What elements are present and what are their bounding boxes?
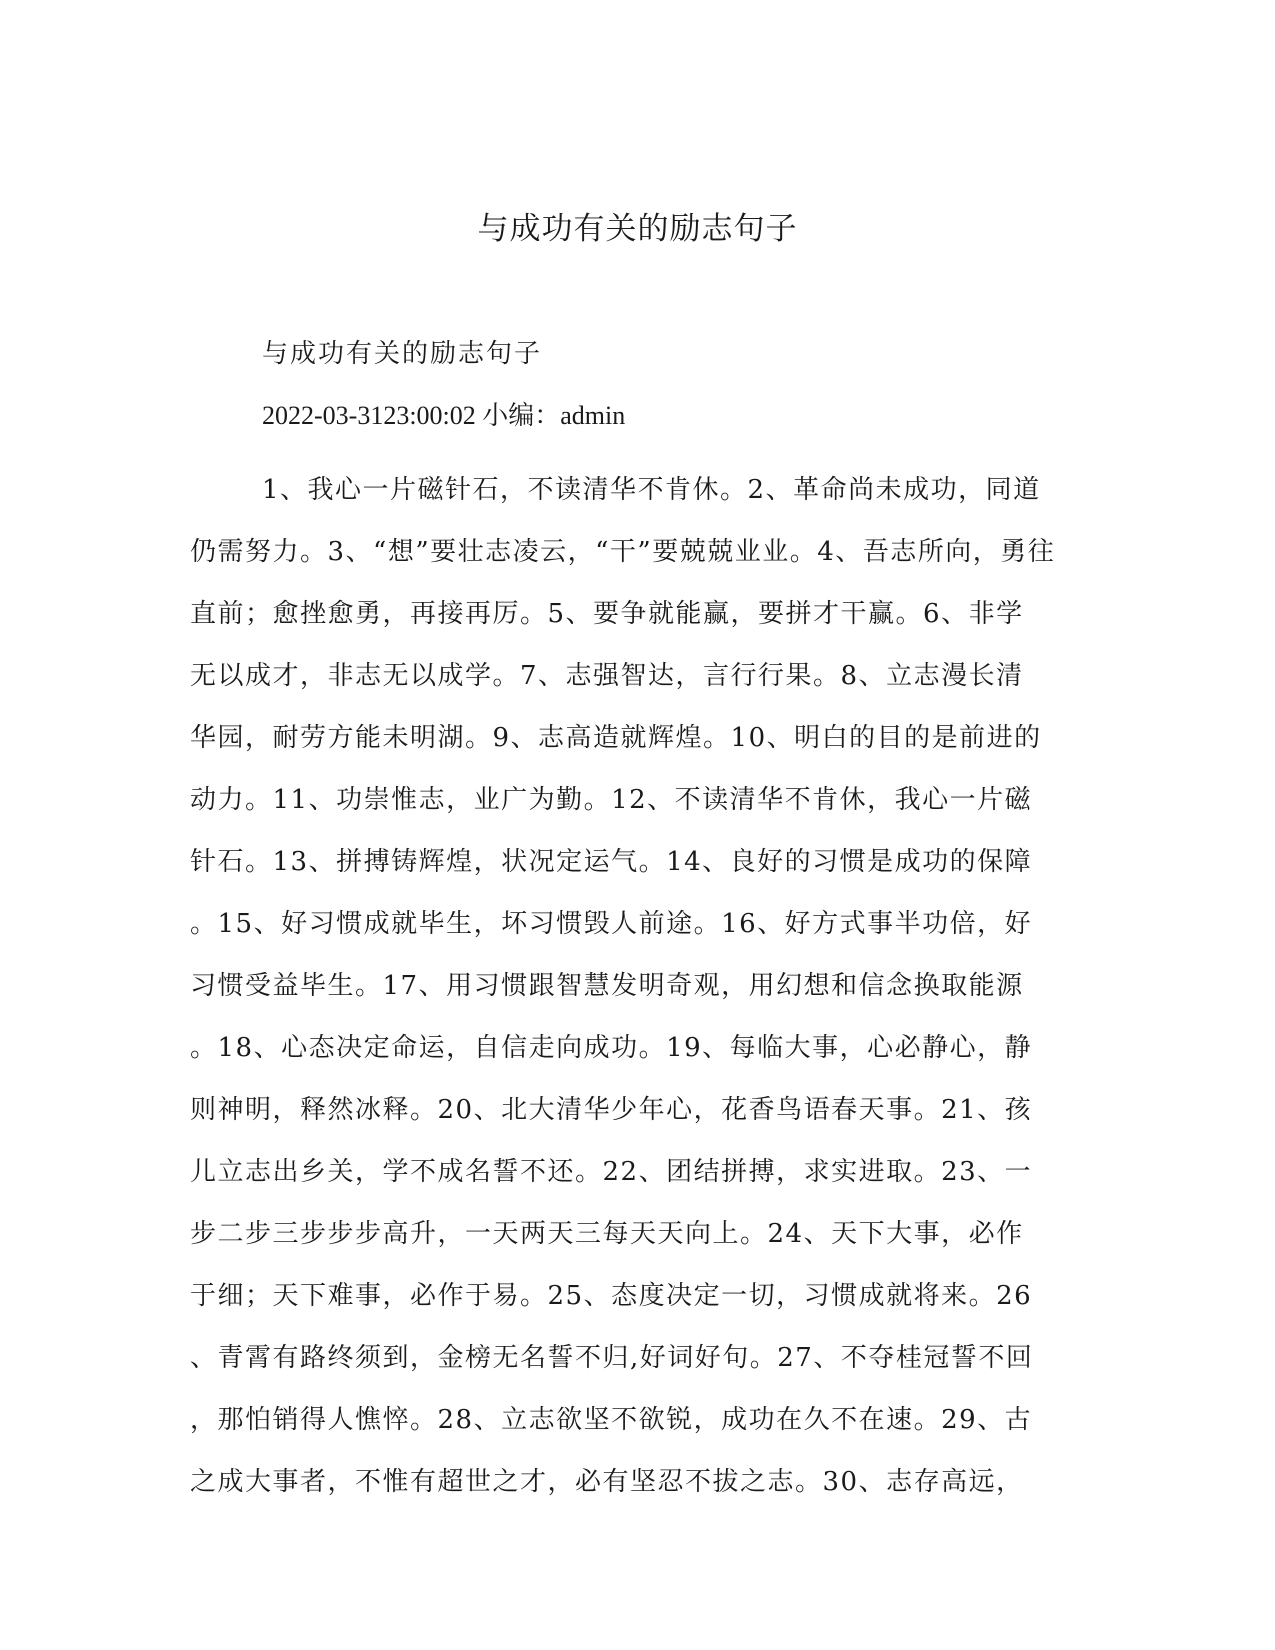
- body-line: 则神明，释然冰释。20、北大清华少年心，花香鸟语春天事。21、孩: [190, 1095, 1033, 1125]
- body-line: 、青霄有路终须到，金榜无名誓不归,好词好句。27、不夺桂冠誓不回: [190, 1343, 1034, 1373]
- body-line: 儿立志出乡关，学不成名誓不还。22、团结拼搏，求实进取。23、一: [190, 1157, 1033, 1187]
- body-line: 步二步三步步步高升，一天两天三每天天向上。24、天下大事，必作: [190, 1219, 1024, 1249]
- body-line: 华园，耐劳方能未明湖。9、志高造就辉煌。10、明白的目的是前进的: [190, 723, 1042, 753]
- body-line: 动力。11、功崇惟志，业广为勤。12、不读清华不肯休，我心一片磁: [190, 785, 1033, 815]
- body-line: ，那怕销得人憔悴。28、立志欲坚不欲锐，成功在久不在速。29、古: [190, 1405, 1033, 1435]
- body-line: 仍需努力。3、“想”要壮志凌云，“干”要兢兢业业。4、吾志所向，勇往: [190, 537, 1056, 567]
- body-line: 习惯受益毕生。17、用习惯跟智慧发明奇观，用幻想和信念换取能源: [190, 971, 1024, 1001]
- body-line: 1、我心一片磁针石，不读清华不肯休。2、革命尚未成功，同道: [262, 475, 1041, 505]
- body-line: 。18、心态决定命运，自信走向成功。19、每临大事，心必静心，静: [190, 1033, 1033, 1063]
- document-title: 与成功有关的励志句子: [477, 211, 798, 247]
- document-meta: 2022-03-3123:00:02 小编：admin: [262, 401, 626, 430]
- document-subtitle: 与成功有关的励志句子: [262, 339, 543, 369]
- document-body: [190, 459, 1080, 1513]
- body-line: 于细；天下难事，必作于易。25、态度决定一切，习惯成就将来。26: [190, 1281, 1033, 1311]
- body-line: 之成大事者，不惟有超世之才，必有坚忍不拔之志。30、志存高远，: [190, 1467, 1024, 1497]
- body-line: 直前；愈挫愈勇，再接再厉。5、要争就能赢，要拼才干赢。6、非学: [190, 599, 1024, 629]
- body-line: 针石。13、拼搏铸辉煌，状况定运气。14、良好的习惯是成功的保障: [190, 847, 1033, 877]
- body-line: 。15、好习惯成就毕生，坏习惯毁人前途。16、好方式事半功倍，好: [190, 909, 1033, 939]
- body-line: 无以成才，非志无以成学。7、志强智达，言行行果。8、立志漫长清: [190, 661, 1024, 691]
